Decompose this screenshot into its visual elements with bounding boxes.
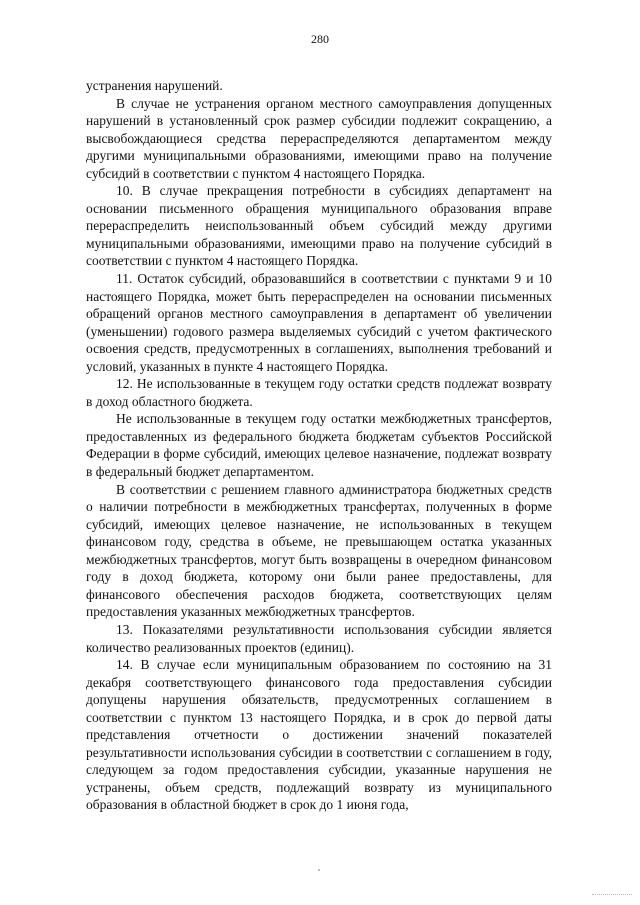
document-body [86, 77, 552, 814]
paragraph-12: 12. Не использованные в текущем году остатки средств подлежат возврату в доход областного бюджета. [86, 376, 552, 409]
paragraph-14: 14. В случае если муниципальным образованием по состоянию на 31 декабря соответствующего финансового года предоставления субсидии допущены нарушения обязательств, предусмотренных соглашением в соответствии с пунктом 13 настоящего Порядка, и в срок до первой даты представления отчетности о достижении значений показателей результативности использования субсидии в соответствии с соглашением в году, следующем за годом предоставления субсидии, указанные нарушения не устранены, объем средств, подлежащий возврату из муниципального образования в областной бюджет в срок до 1 июня года, [86, 657, 552, 813]
scan-artifact-mark [592, 894, 632, 901]
paragraph-10: 10. В случае прекращения потребности в субсидиях департамент на основании письменного обращения муниципального образования вправе перераспределить неиспользованный объем субсидий между другими муниципальными образованиями, имеющими право на получение субсидий в соответствии с пунктом 4 настоящего Порядка. [86, 183, 552, 269]
paragraph-13: 13. Показателями результативности использования субсидии является количество реализованных проектов (единиц). [86, 621, 552, 655]
paragraph-12-reallocation: В соответствии с решением главного администратора бюджетных средств о наличии потребности в межбюджетных трансфертах, полученных в форме субсидий, имеющих целевое назначение, не использованных в текущем финансовом году, средства в объеме, не превышающем остатка указанных межбюджетных трансфертов, могут быть возвращены в очередном финансовом году в доход бюджета, которому они были ранее предоставлены, для финансового обеспечения расходов бюджета, соответствующих целям предоставления указанных межбюджетных трансфертов. [86, 481, 552, 620]
page-number: 280 [311, 32, 329, 46]
paragraph-12-federal-transfers: Не использованные в текущем году остатки межбюджетных трансфертов, предоставленных из федерального бюджета бюджетам субъектов Российской Федерации в форме субсидий, имеющих целевое назначение, подлежат возврату в федеральный бюджет департаментом. [86, 411, 552, 480]
paragraph-9-reduction: В случае не устранения органом местного самоуправления допущенных нарушений в установленный срок размер субсидии подлежит сокращению, а высвобождающиеся средства перераспределяются департаментом между другими муниципальными образованиями, имеющими право на получение субсидий в соответствии с пунктом 4 настоящего Порядка. [86, 95, 552, 181]
scan-artifact-dot [318, 869, 320, 871]
paragraph-continuation: устранения нарушений. [86, 78, 223, 93]
paragraph-11: 11. Остаток субсидий, образовавшийся в соответствии с пунктами 9 и 10 настоящего Порядка, может быть перераспределен на основании письменных обращений органов местного самоуправления в департамент об увеличении (уменьшении) годового размера выделяемых субсидий с учетом фактического освоения средств, предусмотренных в соглашениях, выполнения требований и условий, указанных в пункте 4 настоящего Порядка. [86, 271, 552, 374]
